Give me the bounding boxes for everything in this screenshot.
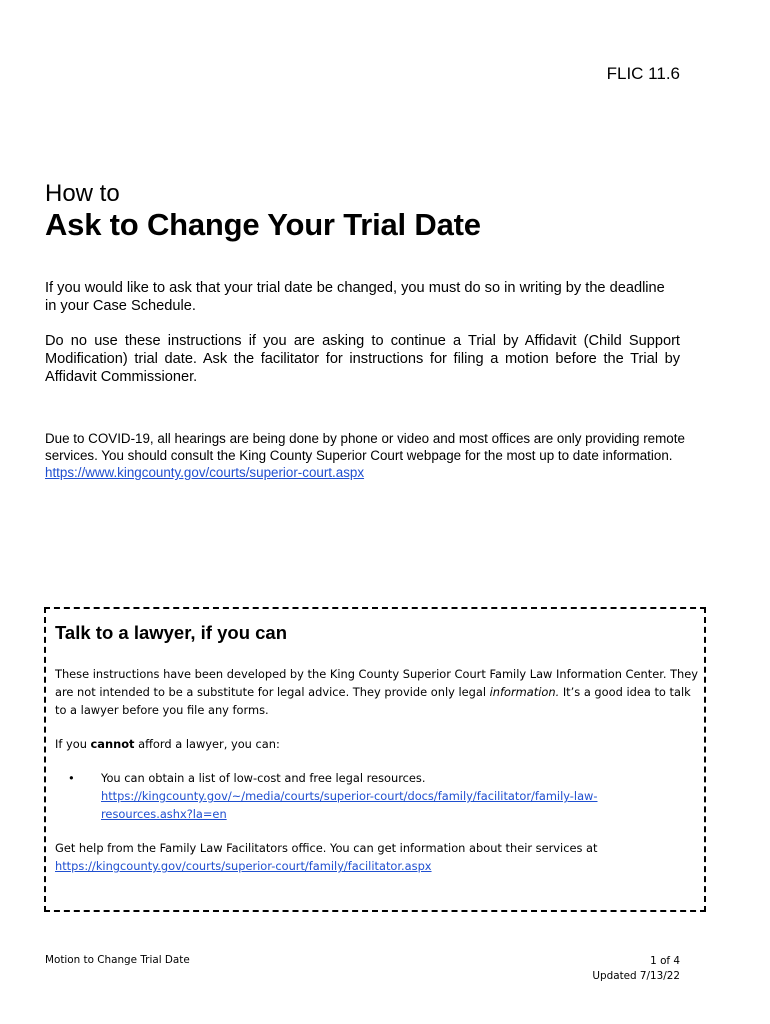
footer-document-title: Motion to Change Trial Date [45, 954, 190, 966]
superior-court-link[interactable]: https://www.kingcounty.gov/courts/superior-court.aspx [45, 465, 365, 480]
footer-page-info [592, 954, 680, 984]
lawyer-box-intro [55, 665, 701, 719]
bullet-icon: • [68, 771, 75, 785]
page-title: Ask to Change Your Trial Date [45, 207, 481, 242]
updated-date: Updated 7/13/22 [592, 970, 680, 982]
resources-item-content [101, 769, 641, 823]
lawyer-box-heading: Talk to a lawyer, if you can [55, 622, 288, 643]
covid-text: Due to COVID-19, all hearings are being done by phone or video and most offices are only providing remote services. You should consult the King County Superior Court webpage for the most up to date information. [45, 431, 685, 463]
resources-item-text: You can obtain a list of low-cost and free legal resources. [101, 771, 426, 785]
intro-text-start: These instructions have been developed by the King County Superior Court Family Law Information Center. They are not intended to be a substitute for legal advice. They provide only legal [55, 667, 699, 699]
covid-paragraph [45, 430, 685, 481]
cannot-afford-line [55, 735, 701, 753]
intro-emphasis: information. [489, 685, 560, 699]
cannot-text-end: afford a lawyer, you can: [134, 737, 280, 751]
facilitator-help-line [55, 839, 701, 875]
facilitator-link[interactable]: https://kingcounty.gov/courts/superior-court/family/facilitator.aspx [55, 859, 432, 873]
cannot-text-start: If you [55, 737, 91, 751]
cannot-bold: cannot [90, 737, 135, 751]
legal-resources-link[interactable]: https://kingcounty.gov/~/media/courts/superior-court/docs/family/facilitator/family-law-resources.ashx?la=en [101, 789, 598, 821]
page-pre-title: How to [45, 180, 120, 207]
lawyer-info-box [44, 607, 706, 912]
affidavit-warning-paragraph: Do no use these instructions if you are asking to continue a Trial by Affidavit (Child Support Modification) trial date. Ask the facilitator for instructions for filing a motion before the Trial by Affidavit Commissioner. [45, 333, 680, 385]
page-number: 1 of 4 [650, 955, 680, 967]
form-number: FLIC 11.6 [606, 64, 680, 83]
facilitator-help-text: Get help from the Family Law Facilitators office. You can get information about their services at [55, 841, 598, 855]
intro-text-end: It’s a good idea to talk to a lawyer before you file any forms. [55, 685, 691, 717]
intro-paragraph: If you would like to ask that your trial date be changed, you must do so in writing by the deadline in your Case Schedule. [45, 280, 665, 314]
